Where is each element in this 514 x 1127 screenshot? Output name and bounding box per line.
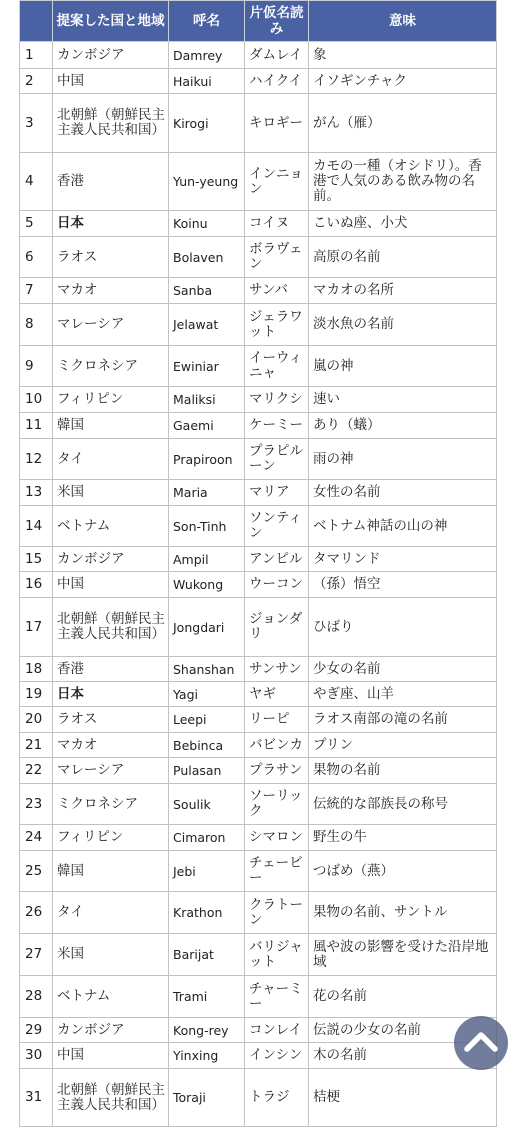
cell-country: 香港 (53, 153, 169, 211)
cell-katakana: キロギー (245, 94, 309, 153)
cell-katakana: ジェラワット (245, 304, 309, 346)
cell-katakana: バビンカ (245, 733, 309, 758)
cell-country: ベトナム (53, 506, 169, 547)
cell-country: 北朝鮮（朝鮮民主主義人民共和国） (53, 94, 169, 153)
table-row (20, 934, 497, 976)
cell-name: Pulasan (169, 758, 245, 784)
cell-katakana: ボラヴェン (245, 237, 309, 278)
cell-meaning: 象 (309, 42, 497, 69)
cell-name: Barijat (169, 934, 245, 976)
cell-name: Leepi (169, 707, 245, 733)
cell-meaning: 雨の神 (309, 439, 497, 480)
typhoon-names-table (19, 0, 497, 1127)
cell-number: 19 (20, 682, 53, 707)
cell-country: 北朝鮮（朝鮮民主主義人民共和国） (53, 1069, 169, 1127)
cell-name: Yun-yeung (169, 153, 245, 211)
cell-katakana: マリア (245, 480, 309, 506)
cell-meaning: カモの一種（オシドリ）。香港で人気のある飲み物の名前。 (309, 153, 497, 211)
cell-country: ミクロネシア (53, 346, 169, 387)
table-row (20, 506, 497, 547)
cell-number: 20 (20, 707, 53, 733)
cell-katakana: アンピル (245, 547, 309, 572)
cell-meaning: 少女の名前 (309, 657, 497, 682)
header-country: 提案した国と地域 (53, 1, 169, 42)
cell-name: Bolaven (169, 237, 245, 278)
cell-name: Ewiniar (169, 346, 245, 387)
table-row (20, 598, 497, 657)
cell-country: マレーシア (53, 758, 169, 784)
cell-meaning: プリン (309, 733, 497, 758)
cell-meaning: 伝統的な部族長の称号 (309, 784, 497, 825)
cell-meaning: 嵐の神 (309, 346, 497, 387)
cell-katakana: コンレイ (245, 1018, 309, 1043)
table-row (20, 69, 497, 94)
cell-number: 14 (20, 506, 53, 547)
cell-name: Trami (169, 976, 245, 1018)
cell-country: ベトナム (53, 976, 169, 1018)
cell-meaning: 木の名前 (309, 1043, 497, 1069)
cell-meaning: 果物の名前、サントル (309, 892, 497, 934)
table-body (20, 42, 497, 1127)
cell-country: フィリピン (53, 387, 169, 413)
cell-country: タイ (53, 439, 169, 480)
table-row (20, 237, 497, 278)
table-row (20, 657, 497, 682)
cell-name: Yagi (169, 682, 245, 707)
cell-meaning: （孫）悟空 (309, 572, 497, 598)
scroll-to-top-button[interactable] (454, 1016, 508, 1070)
cell-number: 4 (20, 153, 53, 211)
cell-country: フィリピン (53, 825, 169, 851)
cell-katakana: イーウィニャ (245, 346, 309, 387)
cell-meaning: 桔梗 (309, 1069, 497, 1127)
cell-katakana: クラトーン (245, 892, 309, 934)
cell-katakana: インニョン (245, 153, 309, 211)
table-row (20, 480, 497, 506)
cell-name: Yinxing (169, 1043, 245, 1069)
cell-number: 29 (20, 1018, 53, 1043)
cell-country: タイ (53, 892, 169, 934)
cell-name: Kong-rey (169, 1018, 245, 1043)
cell-name: Jongdari (169, 598, 245, 657)
cell-country: 韓国 (53, 413, 169, 439)
cell-katakana: マリクシ (245, 387, 309, 413)
header-row (20, 1, 497, 42)
cell-katakana: プラピルーン (245, 439, 309, 480)
cell-katakana: コイヌ (245, 211, 309, 237)
cell-katakana: チャーミー (245, 976, 309, 1018)
cell-number: 15 (20, 547, 53, 572)
typhoon-names-table-container (19, 0, 496, 1127)
cell-name: Damrey (169, 42, 245, 69)
table-row (20, 707, 497, 733)
cell-meaning: こいぬ座、小犬 (309, 211, 497, 237)
cell-country: 中国 (53, 572, 169, 598)
cell-katakana: ハイクイ (245, 69, 309, 94)
cell-number: 17 (20, 598, 53, 657)
header-meaning: 意味 (309, 1, 497, 42)
table-row (20, 733, 497, 758)
cell-country: ミクロネシア (53, 784, 169, 825)
cell-name: Bebinca (169, 733, 245, 758)
table-row (20, 42, 497, 69)
cell-number: 7 (20, 278, 53, 304)
cell-number: 3 (20, 94, 53, 153)
cell-katakana: プラサン (245, 758, 309, 784)
cell-name: Toraji (169, 1069, 245, 1127)
cell-number: 11 (20, 413, 53, 439)
table-row (20, 851, 497, 892)
cell-country: マカオ (53, 733, 169, 758)
cell-country: ラオス (53, 707, 169, 733)
cell-meaning: 高原の名前 (309, 237, 497, 278)
cell-name: Koinu (169, 211, 245, 237)
cell-country: 北朝鮮（朝鮮民主主義人民共和国） (53, 598, 169, 657)
header-katakana: 片仮名読み (245, 1, 309, 42)
table-row (20, 439, 497, 480)
cell-country: 日本 (53, 211, 169, 237)
cell-katakana: ダムレイ (245, 42, 309, 69)
cell-country: 中国 (53, 69, 169, 94)
cell-country: カンボジア (53, 42, 169, 69)
cell-katakana: バリジャット (245, 934, 309, 976)
cell-country: マカオ (53, 278, 169, 304)
table-row (20, 572, 497, 598)
cell-meaning: イソギンチャク (309, 69, 497, 94)
cell-meaning: 果物の名前 (309, 758, 497, 784)
cell-meaning: 伝説の少女の名前 (309, 1018, 497, 1043)
cell-number: 8 (20, 304, 53, 346)
cell-katakana: ソンティン (245, 506, 309, 547)
cell-meaning: 淡水魚の名前 (309, 304, 497, 346)
table-row (20, 758, 497, 784)
cell-name: Maria (169, 480, 245, 506)
cell-name: Soulik (169, 784, 245, 825)
cell-number: 12 (20, 439, 53, 480)
table-row (20, 1018, 497, 1043)
cell-country: 米国 (53, 934, 169, 976)
cell-name: Wukong (169, 572, 245, 598)
cell-country: 香港 (53, 657, 169, 682)
table-row (20, 976, 497, 1018)
cell-meaning: ラオス南部の滝の名前 (309, 707, 497, 733)
cell-katakana: サンバ (245, 278, 309, 304)
cell-name: Haikui (169, 69, 245, 94)
cell-katakana: リーピ (245, 707, 309, 733)
cell-number: 16 (20, 572, 53, 598)
cell-number: 5 (20, 211, 53, 237)
cell-katakana: トラジ (245, 1069, 309, 1127)
cell-country: 日本 (53, 682, 169, 707)
cell-country: 中国 (53, 1043, 169, 1069)
chevron-up-icon (454, 1016, 508, 1070)
cell-number: 28 (20, 976, 53, 1018)
table-row (20, 211, 497, 237)
table-row (20, 153, 497, 211)
cell-name: Shanshan (169, 657, 245, 682)
cell-number: 25 (20, 851, 53, 892)
cell-country: 韓国 (53, 851, 169, 892)
cell-number: 27 (20, 934, 53, 976)
table-row (20, 94, 497, 153)
cell-meaning: 野生の牛 (309, 825, 497, 851)
cell-name: Cimaron (169, 825, 245, 851)
cell-name: Maliksi (169, 387, 245, 413)
cell-name: Prapiroon (169, 439, 245, 480)
cell-katakana: ソーリック (245, 784, 309, 825)
table-row (20, 278, 497, 304)
header-name: 呼名 (169, 1, 245, 42)
cell-name: Jelawat (169, 304, 245, 346)
cell-number: 26 (20, 892, 53, 934)
cell-meaning: ひばり (309, 598, 497, 657)
cell-number: 1 (20, 42, 53, 69)
cell-katakana: ウーコン (245, 572, 309, 598)
cell-number: 30 (20, 1043, 53, 1069)
cell-country: カンボジア (53, 547, 169, 572)
cell-meaning: ベトナム神話の山の神 (309, 506, 497, 547)
cell-country: カンボジア (53, 1018, 169, 1043)
cell-meaning: やぎ座、山羊 (309, 682, 497, 707)
cell-number: 9 (20, 346, 53, 387)
cell-meaning: 花の名前 (309, 976, 497, 1018)
table-row (20, 892, 497, 934)
cell-country: マレーシア (53, 304, 169, 346)
cell-number: 24 (20, 825, 53, 851)
cell-meaning: つばめ（燕） (309, 851, 497, 892)
cell-katakana: ケーミー (245, 413, 309, 439)
table-row (20, 387, 497, 413)
cell-meaning: 速い (309, 387, 497, 413)
table-row (20, 1043, 497, 1069)
table-header (20, 1, 497, 42)
table-row (20, 413, 497, 439)
cell-name: Ampil (169, 547, 245, 572)
cell-katakana: サンサン (245, 657, 309, 682)
cell-number: 22 (20, 758, 53, 784)
table-row (20, 304, 497, 346)
cell-katakana: ヤギ (245, 682, 309, 707)
table-row (20, 784, 497, 825)
cell-number: 31 (20, 1069, 53, 1127)
cell-number: 13 (20, 480, 53, 506)
cell-meaning: がん（雁） (309, 94, 497, 153)
cell-number: 23 (20, 784, 53, 825)
cell-number: 6 (20, 237, 53, 278)
cell-number: 2 (20, 69, 53, 94)
cell-name: Gaemi (169, 413, 245, 439)
cell-name: Jebi (169, 851, 245, 892)
cell-name: Son-Tinh (169, 506, 245, 547)
cell-meaning: あり（蟻） (309, 413, 497, 439)
table-row (20, 346, 497, 387)
cell-katakana: チェービー (245, 851, 309, 892)
cell-katakana: ジョンダリ (245, 598, 309, 657)
cell-name: Krathon (169, 892, 245, 934)
cell-meaning: 女性の名前 (309, 480, 497, 506)
cell-number: 18 (20, 657, 53, 682)
header-number (20, 1, 53, 42)
cell-katakana: シマロン (245, 825, 309, 851)
cell-number: 21 (20, 733, 53, 758)
cell-meaning: マカオの名所 (309, 278, 497, 304)
cell-meaning: 風や波の影響を受けた沿岸地域 (309, 934, 497, 976)
table-row (20, 825, 497, 851)
cell-name: Sanba (169, 278, 245, 304)
table-row (20, 682, 497, 707)
cell-country: ラオス (53, 237, 169, 278)
cell-katakana: インシン (245, 1043, 309, 1069)
table-row (20, 547, 497, 572)
cell-name: Kirogi (169, 94, 245, 153)
cell-country: 米国 (53, 480, 169, 506)
cell-meaning: タマリンド (309, 547, 497, 572)
cell-number: 10 (20, 387, 53, 413)
